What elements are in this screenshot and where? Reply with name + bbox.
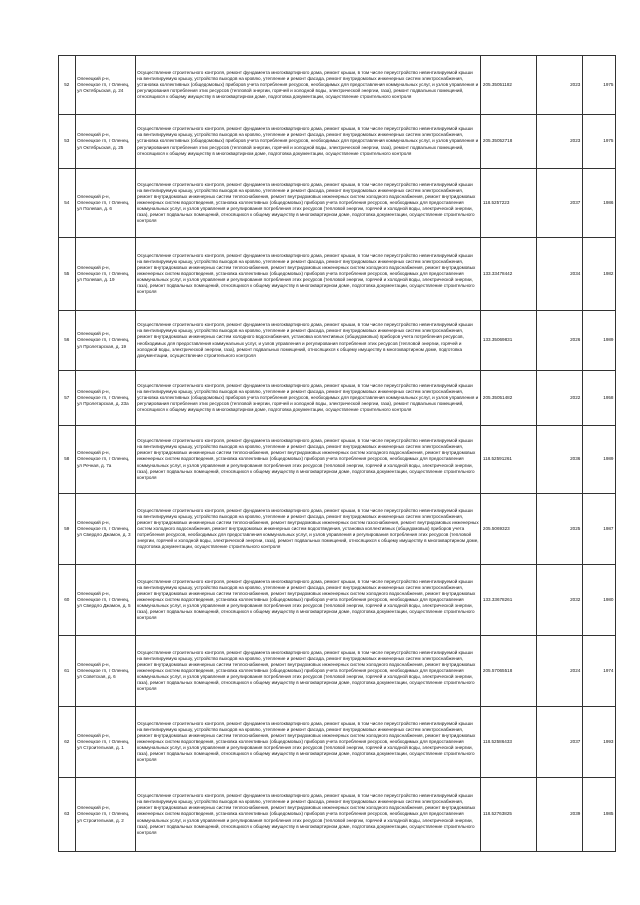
cost-cell: 133.33478442 [481, 238, 537, 311]
year-cell: 2036 [537, 426, 583, 494]
row-number: 63 [59, 778, 76, 852]
built-year-cell: 1975 [582, 56, 615, 115]
works-cell: Осуществление строительного контроля, ремонт фундамента многоквартирного дома, ремонт крыши, в том числе переустройство невентилируемой крыши на вентилируемую крышу, устройство выходов на кровлю, утепление и ремонт фасада, ремонт внутридомовых инженерных систем электроснабжения, ремонт внутридомовых инженерных систем теплоснабжения, ремонт внутридомовых инженерных систем холодного водоснабжения, ремонт внутридомовых инженерных систем водоотведения, установка коллективных (общедомовых) приборов учета потребления ресурсов, необходимых для предоставления коммунальных услуг, и узлов управления и регулирования потребления этих ресурсов (тепловой энергии, горячей и холодной воды, электрической энергии, газа), ремонт подвальных помещений, относящихся к общему имуществу в многоквартирном доме, подготовка документации, осуществление строительного контроля [135, 426, 481, 494]
works-cell: Осуществление строительного контроля, ремонт фундамента многоквартирного дома, ремонт крыши, в том числе переустройство невентилируемой крыши на вентилируемую крышу, устройство выходов на кровлю, утепление и ремонт фасада, ремонт внутридомовых инженерных систем электроснабжения, установка коллективных (общедомовых) приборов учета потребления ресурсов, необходимых для предоставления коммунальных услуг, и узлов управления и регулирования потребления этих ресурсов (тепловой энергии, горячей и холодной воды, электрической энергии, газа), ремонт подвальных помещений, относящихся к общему имуществу в многоквартирном доме, подготовка документации, осуществление строительного контроля [135, 371, 481, 426]
table-row [59, 115, 616, 169]
works-cell: Осуществление строительного контроля, ремонт фундамента многоквартирного дома, ремонт крыши, в том числе переустройство невентилируемой крыши на вентилируемую крышу, устройство выходов на кровлю, утепление и ремонт фасада, ремонт внутридомовых инженерных систем электроснабжения, ремонт внутридомовых инженерных систем холодного водоснабжения, установка коллективных (общедомовых) приборов учета потребления ресурсов, необходимых для предоставления коммунальных услуг, и узлов управления и регулирования потребления этих ресурсов (тепловой энергии, горячей и холодной воды, электрической энергии, газа), ремонт подвальных помещений, относящихся к общему имуществу в многоквартирном доме, подготовка документации, осуществление строительного контроля [135, 311, 481, 371]
cost-cell: 205.57065518 [481, 636, 537, 707]
works-cell: Осуществление строительного контроля, ремонт фундамента многоквартирного дома, ремонт крыши, в том числе переустройство невентилируемой крыши на вентилируемую крышу, устройство выходов на кровлю, утепление и ремонт фасада, ремонт внутридомовых инженерных систем электроснабжения, ремонт внутридомовых инженерных систем теплоснабжения, ремонт внутридомовых инженерных систем холодного водоснабжения, ремонт внутридомовых инженерных систем водоотведения, установка коллективных (общедомовых) приборов учета потребления ресурсов, необходимых для предоставления коммунальных услуг, и узлов управления и регулирования потребления этих ресурсов (тепловой энергии, горячей и холодной воды, электрической энергии, газа), ремонт подвальных помещений, относящихся к общему имуществу в многоквартирном доме, подготовка документации, осуществление строительного контроля [135, 636, 481, 707]
table-row [59, 56, 616, 115]
works-cell: Осуществление строительного контроля, ремонт фундамента многоквартирного дома, ремонт крыши, в том числе переустройство невентилируемой крыши на вентилируемую крышу, устройство выходов на кровлю, утепление и ремонт фасада, ремонт внутридомовых инженерных систем электроснабжения, ремонт внутридомовых инженерных систем теплоснабжения, ремонт внутридомовых инженерных систем холодного водоснабжения, ремонт внутридомовых инженерных систем водоотведения, установка коллективных (общедомовых) приборов учета потребления ресурсов, необходимых для предоставления коммунальных услуг, и узлов управления и регулирования потребления этих ресурсов (тепловой энергии, горячей и холодной воды, электрической энергии, газа), ремонт подвальных помещений, относящихся к общему имуществу в многоквартирном доме, подготовка документации, осуществление строительного контроля [135, 169, 481, 238]
cost-cell: 118.52586433 [481, 707, 537, 778]
works-cell: Осуществление строительного контроля, ремонт фундамента многоквартирного дома, ремонт крыши, в том числе переустройство невентилируемой крыши на вентилируемую крышу, устройство выходов на кровлю, утепление и ремонт фасада, ремонт внутридомовых инженерных систем электроснабжения, установка коллективных (общедомовых) приборов учета потребления ресурсов, необходимых для предоставления коммунальных услуг, и узлов управления и регулирования потребления этих ресурсов (тепловой энергии, горячей и холодной воды, электрической энергии, газа), ремонт подвальных помещений, относящихся к общему имуществу в многоквартирном доме, подготовка документации, осуществление строительного контроля [135, 56, 481, 115]
year-cell: 2026 [537, 311, 583, 371]
cost-cell: 118.5257223 [481, 169, 537, 238]
address-cell: Оленецкий р-н, Оленецкое гп, г Оленец, ул Строительная, д. 2 [75, 778, 135, 852]
cost-cell: 205.35051482 [481, 371, 537, 426]
works-cell: Осуществление строительного контроля, ремонт фундамента многоквартирного дома, ремонт крыши, в том числе переустройство невентилируемой крыши на вентилируемую крышу, устройство выходов на кровлю, утепление и ремонт фасада, ремонт внутридомовых инженерных систем электроснабжения, установка коллективных (общедомовых) приборов учета потребления ресурсов, необходимых для предоставления коммунальных услуг, и узлов управления и регулирования потребления этих ресурсов (тепловой энергии, горячей и холодной воды, электрической энергии, газа), ремонт подвальных помещений, относящихся к общему имуществу в многоквартирном доме, подготовка документации, осуществление строительного контроля [135, 115, 481, 169]
built-year-cell: 1987 [582, 494, 615, 565]
table-row [59, 565, 616, 636]
address-cell: Оленецкий р-н, Оленецкое гп, г Оленец, ул Свердло Джамон, д. 5 [75, 565, 135, 636]
row-number: 56 [59, 311, 76, 371]
address-cell: Оленецкий р-н, Оленецкое гп, г Оленец, ул Полевая, д. 19 [75, 238, 135, 311]
row-number: 52 [59, 56, 76, 115]
row-number: 58 [59, 426, 76, 494]
row-number: 61 [59, 636, 76, 707]
address-cell: Оленецкий р-н, Оленецкое гп, г Оленец, ул Октябрьская, д. 24 [75, 56, 135, 115]
year-cell: 2037 [537, 169, 583, 238]
address-cell: Оленецкий р-н, Оленецкое гп, г Оленец, ул Речная, д. 7а [75, 426, 135, 494]
address-cell: Оленецкий р-н, Оленецкое гп, г Оленец, ул Пролетарская, д. 19 [75, 311, 135, 371]
cost-cell: 118.52763825 [481, 778, 537, 852]
address-cell: Оленецкий р-н, Оленецкое гп, г Оленец, ул Советская, д. 6 [75, 636, 135, 707]
built-year-cell: 1958 [582, 371, 615, 426]
cost-cell: 205.35052718 [481, 115, 537, 169]
cost-cell: 133.33678261 [481, 565, 537, 636]
table-row [59, 238, 616, 311]
cost-cell: 133.35069831 [481, 311, 537, 371]
year-cell: 2024 [537, 636, 583, 707]
row-number: 60 [59, 565, 76, 636]
row-number: 54 [59, 169, 76, 238]
year-cell: 2032 [537, 565, 583, 636]
address-cell: Оленецкий р-н, Оленецкое гп, г Оленец, ул Полевая, д. 6 [75, 169, 135, 238]
table-row [59, 371, 616, 426]
works-cell: Осуществление строительного контроля, ремонт фундамента многоквартирного дома, ремонт крыши, в том числе переустройство невентилируемой крыши на вентилируемую крышу, устройство выходов на кровлю, утепление и ремонт фасада, ремонт внутридомовых инженерных систем электроснабжения, ремонт внутридомовых инженерных систем теплоснабжения, ремонт внутридомовых инженерных систем холодного водоснабжения, ремонт внутридомовых инженерных систем водоотведения, установка коллективных (общедомовых) приборов учета потребления ресурсов, необходимых для предоставления коммунальных услуг, и узлов управления и регулирования потребления этих ресурсов (тепловой энергии, горячей и холодной воды, электрической энергии, газа), ремонт подвальных помещений, относящихся к общему имуществу в многоквартирном доме, подготовка документации, осуществление строительного контроля [135, 565, 481, 636]
cost-cell: 205.5069323 [481, 494, 537, 565]
built-year-cell: 1980 [582, 565, 615, 636]
works-cell: Осуществление строительного контроля, ремонт фундамента многоквартирного дома, ремонт крыши, в том числе переустройство невентилируемой крыши на вентилируемую крышу, устройство выходов на кровлю, утепление и ремонт фасада, ремонт внутридомовых инженерных систем электроснабжения, ремонт внутридомовых инженерных систем теплоснабжения, ремонт внутридомовых инженерных систем газоснабжения, ремонт внутридомовых инженерных систем холодного водоснабжения, ремонт внутридомовых инженерных систем водоотведения, установка коллективных (общедомовых) приборов учета потребления ресурсов, необходимых для предоставления коммунальных услуг, и узлов управления и регулирования потребления этих ресурсов (тепловой энергии, горячей и холодной воды, электрической энергии, газа), ремонт подвальных помещений, относящихся к общему имуществу в многоквартирном доме, подготовка документации, осуществление строительного контроля [135, 494, 481, 565]
built-year-cell: 1989 [582, 311, 615, 371]
built-year-cell: 1993 [582, 707, 615, 778]
works-cell: Осуществление строительного контроля, ремонт фундамента многоквартирного дома, ремонт крыши, в том числе переустройство невентилируемой крыши на вентилируемую крышу, устройство выходов на кровлю, утепление и ремонт фасада, ремонт внутридомовых инженерных систем электроснабжения, ремонт внутридомовых инженерных систем теплоснабжения, ремонт внутридомовых инженерных систем холодного водоснабжения, ремонт внутридомовых инженерных систем водоотведения, установка коллективных (общедомовых) приборов учета потребления ресурсов, необходимых для предоставления коммунальных услуг, и узлов управления и регулирования потребления этих ресурсов (тепловой энергии, горячей и холодной воды, электрической энергии, газа), ремонт подвальных помещений, относящихся к общему имуществу в многоквартирном доме, подготовка документации, осуществление строительного контроля [135, 778, 481, 852]
built-year-cell: 1982 [582, 238, 615, 311]
program-table [58, 55, 616, 852]
built-year-cell: 1989 [582, 426, 615, 494]
year-cell: 2023 [537, 115, 583, 169]
year-cell: 2023 [537, 56, 583, 115]
table-row [59, 778, 616, 852]
table-row [59, 169, 616, 238]
year-cell: 2025 [537, 494, 583, 565]
year-cell: 2039 [537, 778, 583, 852]
built-year-cell: 1986 [582, 169, 615, 238]
row-number: 62 [59, 707, 76, 778]
built-year-cell: 1974 [582, 636, 615, 707]
year-cell: 2022 [537, 371, 583, 426]
works-cell: Осуществление строительного контроля, ремонт фундамента многоквартирного дома, ремонт крыши, в том числе переустройство невентилируемой крыши на вентилируемую крышу, устройство выходов на кровлю, утепление и ремонт фасада, ремонт внутридомовых инженерных систем электроснабжения, ремонт внутридомовых инженерных систем теплоснабжения, ремонт внутридомовых инженерных систем холодного водоснабжения, ремонт внутридомовых инженерных систем водоотведения, установка коллективных (общедомовых) приборов учета потребления ресурсов, необходимых для предоставления коммунальных услуг, и узлов управления и регулирования потребления этих ресурсов (тепловой энергии, горячей и холодной воды, электрической энергии, газа), ремонт подвальных помещений, относящихся к общему имуществу в многоквартирном доме, подготовка документации, осуществление строительного контроля [135, 238, 481, 311]
built-year-cell: 1985 [582, 778, 615, 852]
table-row [59, 426, 616, 494]
row-number: 53 [59, 115, 76, 169]
year-cell: 2037 [537, 707, 583, 778]
table-row [59, 636, 616, 707]
year-cell: 2034 [537, 238, 583, 311]
row-number: 57 [59, 371, 76, 426]
address-cell: Оленецкий р-н, Оленецкое гп, г Оленец, ул Октябрьская, д. 25 [75, 115, 135, 169]
address-cell: Оленецкий р-н, Оленецкое гп, г Оленец, ул Пролетарская, д. 23а [75, 371, 135, 426]
table-row [59, 311, 616, 371]
address-cell: Оленецкий р-н, Оленецкое гп, г Оленец, ул Строительная, д. 1 [75, 707, 135, 778]
built-year-cell: 1975 [582, 115, 615, 169]
cost-cell: 205.35051182 [481, 56, 537, 115]
address-cell: Оленецкий р-н, Оленецкое гп, г Оленец, ул Свердло Джамон, д. 3 [75, 494, 135, 565]
works-cell: Осуществление строительного контроля, ремонт фундамента многоквартирного дома, ремонт крыши, в том числе переустройство невентилируемой крыши на вентилируемую крышу, устройство выходов на кровлю, утепление и ремонт фасада, ремонт внутридомовых инженерных систем электроснабжения, ремонт внутридомовых инженерных систем теплоснабжения, ремонт внутридомовых инженерных систем холодного водоснабжения, ремонт внутридомовых инженерных систем водоотведения, установка коллективных (общедомовых) приборов учета потребления ресурсов, необходимых для предоставления коммунальных услуг, и узлов управления и регулирования потребления этих ресурсов (тепловой энергии, горячей и холодной воды, электрической энергии, газа), ремонт подвальных помещений, относящихся к общему имуществу в многоквартирном доме, подготовка документации, осуществление строительного контроля [135, 707, 481, 778]
table-row [59, 494, 616, 565]
row-number: 55 [59, 238, 76, 311]
table-row [59, 707, 616, 778]
row-number: 59 [59, 494, 76, 565]
cost-cell: 118.52591261 [481, 426, 537, 494]
